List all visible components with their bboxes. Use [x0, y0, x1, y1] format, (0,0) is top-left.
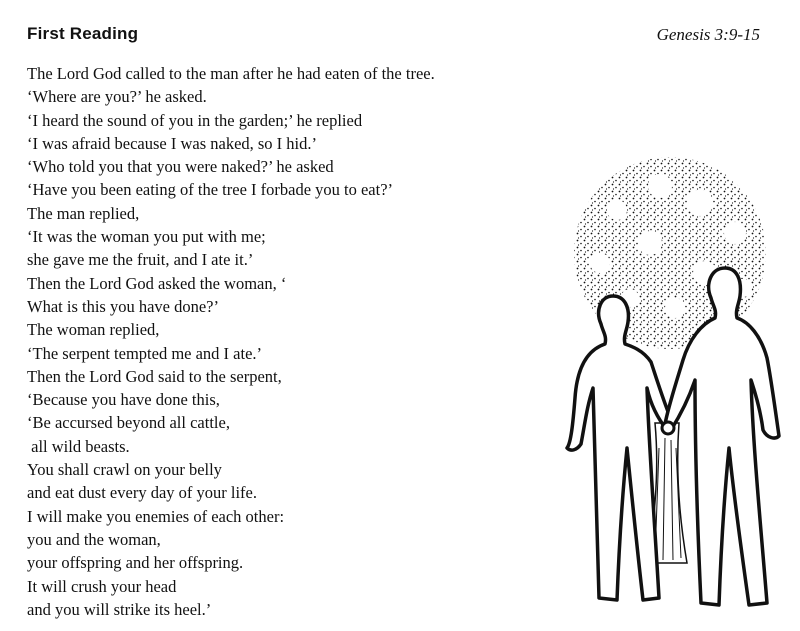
reading-line: ‘Where are you?’ he asked.	[27, 87, 207, 107]
reading-line: she gave me the fruit, and I ate it.’	[27, 250, 254, 270]
reading-line: The woman replied,	[27, 320, 160, 340]
reading-line: you and the woman,	[27, 529, 161, 549]
reading-line: your offspring and her offspring.	[27, 553, 244, 573]
reading-line: ‘Because you have done this,	[27, 390, 220, 410]
reading-line: ‘Have you been eating of the tree I forbade you to eat?’	[27, 180, 394, 200]
reading-line: ‘Who told you that you were naked?’ he asked	[27, 157, 334, 177]
reading-line: It will crush your head	[27, 576, 177, 596]
reading-line: and eat dust every day of your life.	[27, 483, 258, 503]
reading-line: You shall crawl on your belly	[27, 460, 222, 480]
reading-line: ‘I was afraid because I was naked, so I hid.’	[27, 133, 318, 153]
reading-line: Then the Lord God said to the serpent,	[27, 366, 282, 386]
reading-line: The man replied,	[27, 203, 140, 223]
reading-line: all wild beasts.	[27, 436, 130, 456]
reading-text	[27, 62, 567, 621]
garden-illustration	[555, 148, 785, 623]
reading-line: The Lord God called to the man after he had eaten of the tree.	[27, 64, 435, 83]
joined-hands	[662, 422, 674, 434]
reading-line: ‘The serpent tempted me and I ate.’	[27, 343, 263, 363]
reading-line: and you will strike its heel.’	[27, 599, 212, 619]
reading-line: Then the Lord God asked the woman, ‘	[27, 273, 287, 293]
reading-title: First Reading	[27, 24, 139, 43]
reading-line: What is this you have done?’	[27, 296, 219, 316]
reading-line: ‘I heard the sound of you in the garden;’ he replied	[27, 110, 363, 130]
reading-line: ‘It was the woman you put with me;	[27, 227, 266, 247]
reading-line: ‘Be accursed beyond all cattle,	[27, 413, 230, 433]
reading-line: I will make you enemies of each other:	[27, 506, 285, 526]
scripture-citation: Genesis 3:9-15	[656, 25, 760, 44]
